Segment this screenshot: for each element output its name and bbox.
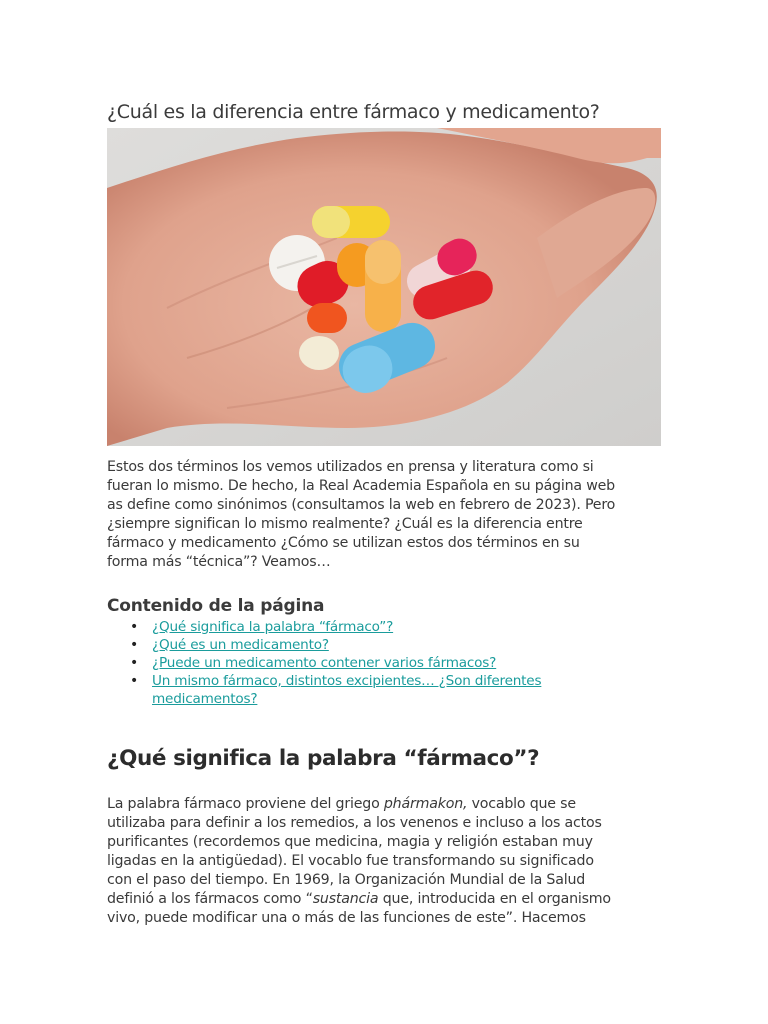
toc-title: Contenido de la página bbox=[107, 596, 325, 616]
text-run: vocablo que se bbox=[467, 796, 576, 812]
toc-link-que-es-medicamento[interactable] bbox=[152, 636, 663, 654]
toc-link-que-significa-farmaco[interactable] bbox=[152, 618, 663, 636]
pills-in-hand-image bbox=[107, 128, 661, 446]
toc-item bbox=[107, 618, 663, 636]
toc-item bbox=[107, 636, 663, 654]
paragraph-line: vivo, puede modificar una o más de las funciones de este”. Hacemos bbox=[107, 910, 586, 926]
toc-link-distintos-excipientes[interactable] bbox=[152, 672, 663, 708]
toc-link-text: medicamentos? bbox=[152, 691, 258, 707]
text-run: que, introducida en el organismo bbox=[378, 891, 611, 907]
table-of-contents bbox=[107, 618, 663, 708]
emphasis-text: phármakon, bbox=[383, 796, 468, 812]
paragraph-line bbox=[107, 795, 663, 814]
text-run: definió a los fármacos como “ bbox=[107, 891, 313, 907]
intro-line: ¿siempre significan lo mismo realmente? ¿Cuál es la diferencia entre bbox=[107, 516, 583, 532]
toc-item bbox=[107, 654, 663, 672]
section-heading: ¿Qué significa la palabra “fármaco”? bbox=[107, 746, 540, 771]
paragraph-line: utilizaba para definir a los remedios, a los venenos e incluso a los actos bbox=[107, 815, 602, 831]
intro-line: Estos dos términos los vemos utilizados en prensa y literatura como si bbox=[107, 459, 594, 475]
paragraph-line bbox=[107, 890, 663, 909]
paragraph-line: ligadas en la antigüedad). El vocablo fue transformando su significado bbox=[107, 853, 594, 869]
page-title: ¿Cuál es la diferencia entre fármaco y medicamento? bbox=[107, 101, 600, 123]
toc-link-text: • Un mismo fármaco, distintos excipientes… ¿Son diferentes bbox=[152, 673, 542, 689]
section-paragraph bbox=[107, 795, 663, 928]
toc-link-text: • ¿Qué significa la palabra “fármaco”? bbox=[152, 619, 394, 635]
toc-link-text: • ¿Qué es un medicamento? bbox=[152, 637, 329, 653]
intro-line: fármaco y medicamento ¿Cómo se utilizan estos dos términos en su bbox=[107, 535, 580, 551]
toc-link-varios-farmacos[interactable] bbox=[152, 654, 663, 672]
text-run: La palabra fármaco proviene del griego bbox=[107, 796, 384, 812]
toc-link-text: • ¿Puede un medicamento contener varios fármacos? bbox=[152, 655, 497, 671]
intro-line: forma más “técnica”? Veamos… bbox=[107, 554, 331, 570]
intro-paragraph bbox=[107, 458, 663, 572]
paragraph-line: purificantes (recordemos que medicina, magia y religión estaban muy bbox=[107, 834, 593, 850]
intro-line: fueran lo mismo. De hecho, la Real Academia Española en su página web bbox=[107, 478, 615, 494]
intro-line: as define como sinónimos (consultamos la web en febrero de 2023). Pero bbox=[107, 497, 616, 513]
paragraph-line: con el paso del tiempo. En 1969, la Organización Mundial de la Salud bbox=[107, 872, 586, 888]
emphasis-text: sustancia bbox=[312, 891, 379, 907]
toc-item bbox=[107, 672, 663, 708]
